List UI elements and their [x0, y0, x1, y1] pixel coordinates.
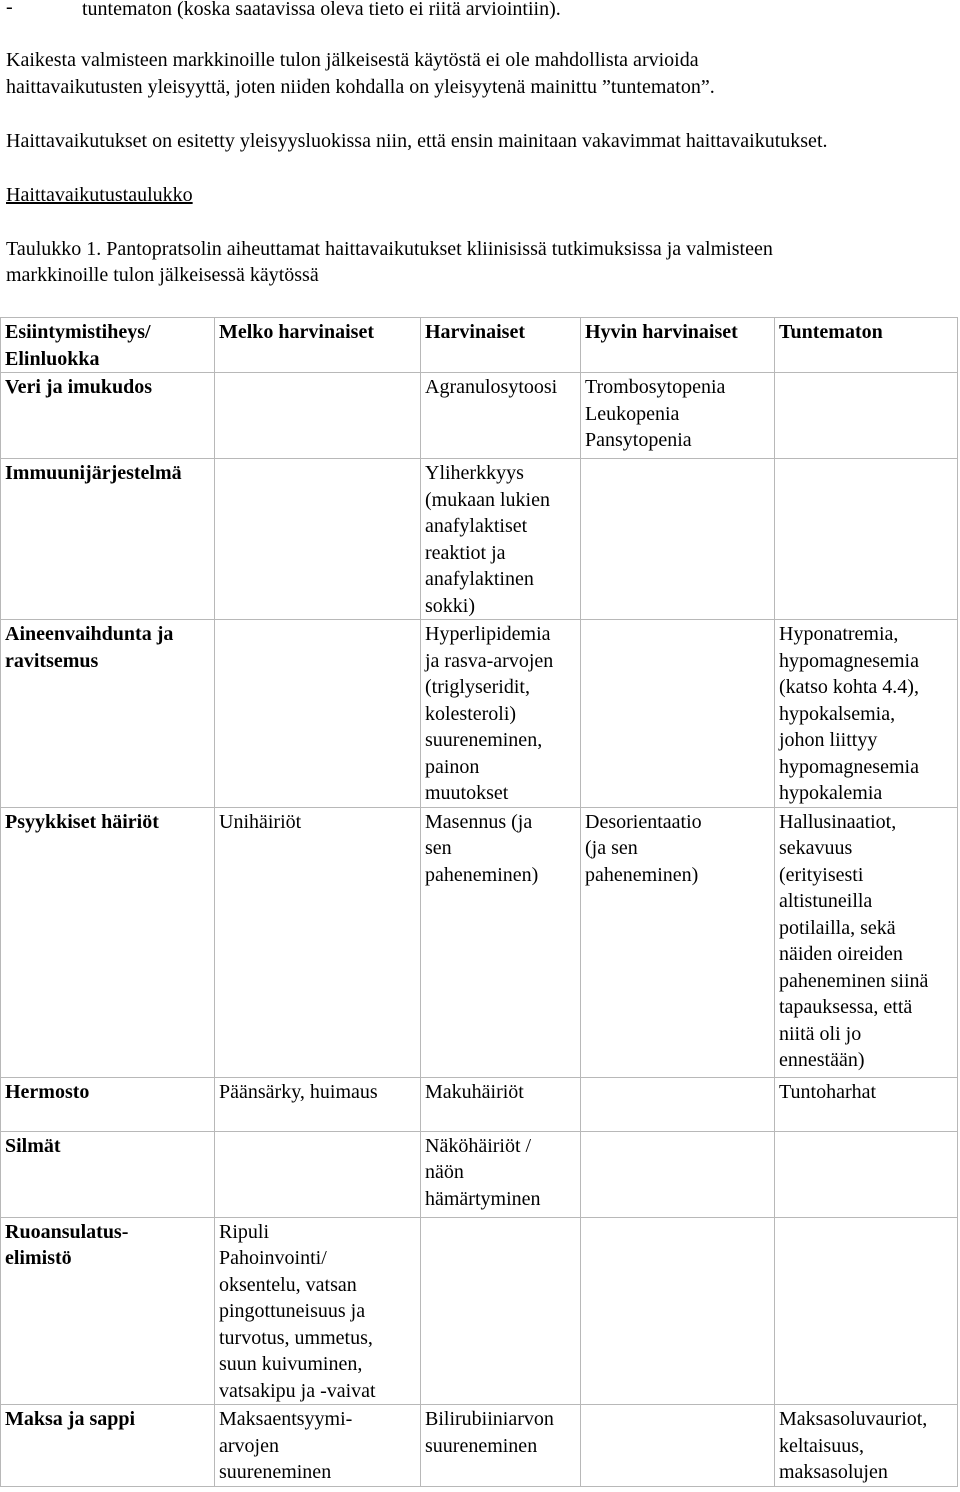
column-header	[421, 318, 581, 373]
cell-text: kolesteroli)	[425, 702, 517, 725]
organ-class-cell	[1, 620, 215, 808]
cell-text: Maksa ja sappi	[5, 1408, 136, 1430]
cell-text: johon liittyy	[779, 729, 878, 751]
cell-text: Hyvin harvinaiset	[585, 321, 738, 343]
cell-text: elimistö	[5, 1247, 72, 1269]
organ-class-cell	[1, 373, 215, 459]
table-row	[1, 807, 958, 1077]
table-row	[1, 1077, 958, 1131]
cell-text: Desorientaatio	[585, 810, 702, 833]
cell-text: pingottuneisuus ja	[219, 1300, 366, 1322]
cell-text: Trombosytopenia	[585, 376, 726, 398]
cell-text: hypomagnesemia	[779, 649, 919, 672]
cell-text: Tuntoharhat	[779, 1080, 877, 1103]
cell-text: tapauksessa, että	[779, 996, 913, 1018]
frequency-cell	[421, 1077, 581, 1131]
cell-text: ja rasva-arvojen	[425, 649, 554, 672]
cell-text: reaktiot ja	[425, 541, 506, 564]
column-header	[1, 318, 215, 373]
cell-text: Ripuli	[219, 1220, 270, 1243]
organ-class-cell	[1, 1077, 215, 1131]
cell-text: suureneminen	[219, 1461, 332, 1483]
cell-text: Esiintymistiheys/	[5, 321, 151, 343]
cell-text: Silmät	[5, 1134, 61, 1157]
column-header	[775, 318, 958, 373]
cell-text: suureneminen,	[425, 729, 543, 751]
cell-text: Agranulosytoosi	[425, 376, 558, 398]
cell-text: Yliherkkyys	[425, 462, 524, 484]
frequency-cell	[215, 373, 421, 459]
table-caption: Taulukko 1. Pantopratsolin aiheuttamat haittavaikutukset kliinisissä tutkimuksissa ja valmisteen	[6, 238, 773, 260]
frequency-cell	[215, 807, 421, 1077]
table-row	[1, 620, 958, 808]
cell-text: sen	[425, 837, 452, 859]
frequency-cell	[581, 373, 775, 459]
cell-text: hämärtyminen	[425, 1187, 541, 1210]
frequency-cell	[421, 1131, 581, 1217]
frequency-cell	[215, 1131, 421, 1217]
dash-list-item: tuntematon (koska saatavissa oleva tieto ei riitä arviointiin).	[82, 0, 561, 20]
cell-text: arvojen	[219, 1434, 279, 1457]
cell-text: Näköhäiriöt /	[425, 1134, 532, 1157]
cell-text: vatsakipu ja -vaivat	[219, 1379, 376, 1402]
frequency-cell	[581, 459, 775, 620]
organ-class-cell	[1, 459, 215, 620]
frequency-cell	[421, 373, 581, 459]
frequency-cell	[215, 620, 421, 808]
cell-text: Bilirubiiniarvon	[425, 1408, 554, 1430]
frequency-cell	[421, 459, 581, 620]
adverse-effects-table	[0, 317, 958, 1487]
cell-text: Aineenvaihdunta ja	[5, 623, 174, 645]
cell-text: hypokalemia	[779, 782, 883, 804]
frequency-cell	[215, 459, 421, 620]
frequency-cell	[215, 1217, 421, 1405]
cell-text: Unihäiriöt	[219, 810, 302, 833]
cell-text: paheneminen)	[585, 863, 699, 886]
table-header-row	[1, 318, 958, 373]
column-header	[215, 318, 421, 373]
table-row	[1, 1405, 958, 1487]
paragraph-line: haittavaikutusten yleisyyttä, joten niiden kohdalla on yleisyytenä mainittu ”tuntematon”.	[6, 76, 715, 98]
frequency-cell	[215, 1405, 421, 1487]
cell-text: suun kuivuminen,	[219, 1353, 363, 1375]
cell-text: hypomagnesemia	[779, 755, 919, 778]
cell-text: Hyponatremia,	[779, 623, 899, 645]
cell-text: paheneminen siinä	[779, 969, 929, 992]
cell-text: altistuneilla	[779, 890, 873, 912]
organ-class-cell	[1, 1131, 215, 1217]
cell-text: näön	[425, 1161, 464, 1183]
frequency-cell	[775, 1131, 958, 1217]
cell-text: hypokalsemia,	[779, 702, 896, 725]
frequency-cell	[775, 620, 958, 808]
list-dash: -	[6, 0, 13, 18]
frequency-cell	[775, 1405, 958, 1487]
cell-text: Psyykkiset häiriöt	[5, 810, 159, 833]
frequency-cell	[775, 1217, 958, 1405]
cell-text: suureneminen	[425, 1434, 538, 1457]
cell-text: Päänsärky, huimaus	[219, 1080, 378, 1103]
frequency-cell	[581, 1131, 775, 1217]
paragraph-line: Kaikesta valmisteen markkinoille tulon jälkeisestä käytöstä ei ole mahdollista arvioida	[6, 49, 699, 71]
table-row	[1, 1131, 958, 1217]
table-row	[1, 459, 958, 620]
frequency-cell	[421, 807, 581, 1077]
cell-text: Tuntematon	[779, 321, 883, 343]
cell-text: Elinluokka	[5, 347, 100, 370]
cell-text: sokki)	[425, 594, 475, 617]
organ-class-cell	[1, 807, 215, 1077]
cell-text: paheneminen)	[425, 863, 539, 886]
table-row	[1, 373, 958, 459]
cell-text: Maksasoluvauriot,	[779, 1408, 928, 1430]
cell-text: Ruoansulatus-	[5, 1220, 129, 1243]
frequency-cell	[775, 807, 958, 1077]
frequency-cell	[421, 1405, 581, 1487]
cell-text: näiden oireiden	[779, 943, 903, 965]
cell-text: painon	[425, 755, 480, 778]
cell-text: potilailla, sekä	[779, 916, 896, 939]
cell-text: (erityisesti	[779, 863, 864, 886]
cell-text: (triglyseridit,	[425, 676, 530, 698]
frequency-cell	[581, 807, 775, 1077]
column-header	[581, 318, 775, 373]
cell-text: Maksaentsyymi-	[219, 1408, 353, 1430]
cell-text: (ja sen	[585, 837, 638, 859]
cell-text: Veri ja imukudos	[5, 376, 153, 398]
organ-class-cell	[1, 1217, 215, 1405]
frequency-cell	[775, 373, 958, 459]
cell-text: Hallusinaatiot,	[779, 810, 897, 833]
cell-text: muutokset	[425, 782, 509, 804]
cell-text: (mukaan lukien	[425, 488, 550, 511]
frequency-cell	[581, 1405, 775, 1487]
cell-text: Hyperlipidemia	[425, 623, 551, 645]
paragraph: Haittavaikutukset on esitetty yleisyysluokissa niin, että ensin mainitaan vakavimmat haittavaikutukset.	[6, 130, 828, 152]
cell-text: niitä oli jo	[779, 1022, 862, 1045]
frequency-cell	[775, 1077, 958, 1131]
cell-text: Harvinaiset	[425, 321, 525, 343]
cell-text: Hermosto	[5, 1080, 90, 1103]
cell-text: ennestään)	[779, 1049, 865, 1071]
frequency-cell	[215, 1077, 421, 1131]
cell-text: turvotus, ummetus,	[219, 1326, 373, 1349]
cell-text: oksentelu, vatsan	[219, 1273, 357, 1296]
cell-text: Leukopenia	[585, 402, 680, 425]
cell-text: keltaisuus,	[779, 1434, 864, 1457]
table-row	[1, 1217, 958, 1405]
frequency-cell	[421, 620, 581, 808]
cell-text: maksasolujen	[779, 1461, 888, 1483]
frequency-cell	[581, 1217, 775, 1405]
cell-text: anafylaktinen	[425, 568, 534, 590]
cell-text: (katso kohta 4.4),	[779, 676, 919, 698]
section-heading[interactable]: Haittavaikutustaulukko	[6, 184, 193, 206]
cell-text: Pansytopenia	[585, 429, 692, 451]
frequency-cell	[581, 1077, 775, 1131]
cell-text: anafylaktiset	[425, 515, 528, 537]
cell-text: ravitsemus	[5, 649, 99, 672]
frequency-cell	[421, 1217, 581, 1405]
cell-text: Makuhäiriöt	[425, 1080, 524, 1103]
organ-class-cell	[1, 1405, 215, 1487]
frequency-cell	[581, 620, 775, 808]
frequency-cell	[775, 459, 958, 620]
table-caption: markkinoille tulon jälkeisessä käytössä	[6, 264, 319, 286]
cell-text: Masennus (ja	[425, 810, 533, 833]
cell-text: Pahoinvointi/	[219, 1247, 327, 1269]
cell-text: Immuunijärjestelmä	[5, 462, 182, 484]
cell-text: Melko harvinaiset	[219, 321, 374, 343]
cell-text: sekavuus	[779, 837, 853, 859]
